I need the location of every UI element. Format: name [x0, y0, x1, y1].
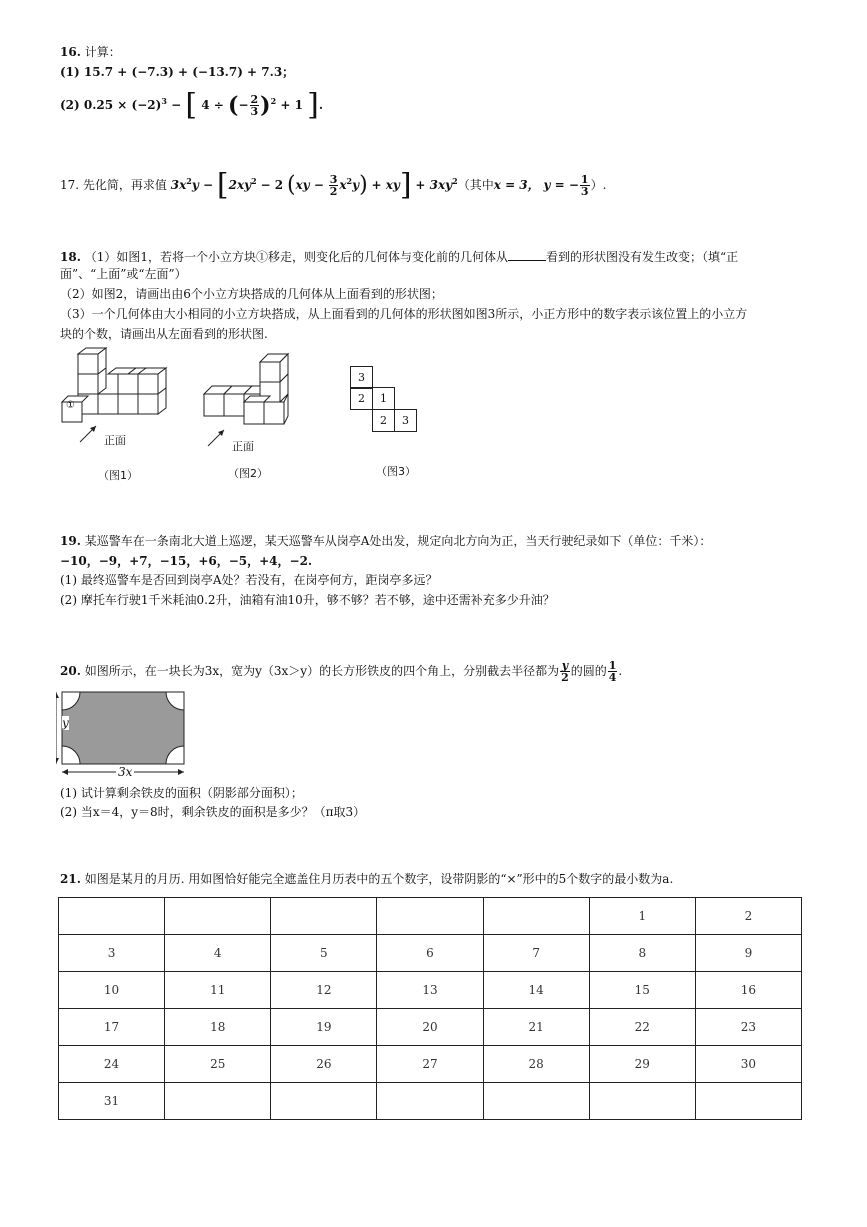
q17-expr-b-exp: 2: [251, 176, 257, 186]
q20-frac2: [608, 660, 618, 683]
q17-expr-e: + xy: [371, 178, 400, 192]
q19-lead-line: [60, 533, 711, 549]
q18-p1-c: 面”、“上面”或“左面”）: [60, 267, 187, 281]
q17-expr-a-exp: 2: [186, 176, 192, 186]
q16-fraction: [250, 94, 260, 117]
q16-part2-exp: 3: [161, 96, 167, 106]
calendar-cell: [589, 1083, 695, 1120]
calendar-cell: 18: [165, 1009, 271, 1046]
table-row: [59, 898, 802, 935]
q19-number: 19.: [60, 534, 81, 548]
calendar-cell: 5: [271, 935, 377, 972]
q17-expr-a: 3x: [170, 178, 187, 192]
paren-left: (: [286, 172, 296, 198]
calendar-cell: 26: [271, 1046, 377, 1083]
calendar-cell: [695, 1083, 801, 1120]
answer-blank[interactable]: [508, 248, 546, 261]
q16-part2-a: 0.25 × (−2): [83, 98, 162, 112]
bracket-right: ]: [399, 167, 412, 203]
fig3-cell: 2: [372, 409, 395, 432]
bracket-left: [: [185, 87, 198, 123]
calendar-cell: 28: [483, 1046, 589, 1083]
calendar-cell: 11: [165, 972, 271, 1009]
q17-number: 17.: [60, 178, 80, 192]
calendar-table: [58, 897, 802, 1120]
calendar-cell: 22: [589, 1009, 695, 1046]
calendar-cell: 15: [589, 972, 695, 1009]
calendar-cell: 9: [695, 935, 801, 972]
calendar-cell: 24: [59, 1046, 165, 1083]
q17-cond-fraction: [580, 174, 590, 197]
q16-part1: [60, 64, 294, 80]
calendar-cell: [271, 1083, 377, 1120]
q17-expr-c: xy −: [295, 178, 324, 192]
q16-part2-label: (2): [60, 98, 80, 112]
q17-expr-f-exp: 2: [452, 176, 458, 186]
calendar-cell: 1: [589, 898, 695, 935]
q20-lead: 如图所示，在一块长为3x，宽为y（3x＞y）的长方形铁皮的四个角上，分别截去半径都为: [84, 664, 560, 678]
calendar-cell: 21: [483, 1009, 589, 1046]
q20-lead-line: [60, 656, 622, 686]
q16-part2: (2) $0.25 \times (-2)^3$ − [ 4 ÷ (− $\frac{2}{3}$ )$^2$ + 1 ].: [60, 87, 324, 123]
q18-p3-a: （3）一个几何体由大小相同的小立方块搭成，从上面看到的几何体的形状图如图3所示，小正方形中的数字表示该位置上的小立方: [60, 307, 748, 321]
q17-frac-den: 2: [329, 185, 338, 198]
q16-part2-exp2: 2: [270, 96, 277, 106]
q16-frac-num: 2: [250, 93, 259, 106]
q17-cond-end: ）.: [590, 178, 607, 192]
q18-p1-a: （1）如图1，若将一个小立方块①移走，则变化后的几何体与变化前的几何体从: [84, 250, 508, 264]
calendar-cell: [377, 1083, 483, 1120]
q17-expr-a2: y −: [191, 178, 214, 192]
table-row: [59, 1046, 802, 1083]
calendar-cell: [483, 1083, 589, 1120]
q16-frac-den: 3: [250, 105, 259, 118]
calendar-cell: [377, 898, 483, 935]
q17-expr-d-exp: 2: [346, 176, 353, 186]
calendar-cell: 17: [59, 1009, 165, 1046]
paren-right: ): [359, 172, 368, 198]
q16-part2-minus: −: [171, 98, 182, 112]
q17-cond-frac-num: 1: [580, 173, 589, 186]
q17-cond-y: y = −: [543, 178, 579, 192]
calendar-cell: [271, 898, 377, 935]
q20-p2: (2) 当x＝4，y＝8时，剩余铁皮的面积是多少？（π取3）: [60, 805, 366, 819]
q16-part1-label: (1): [60, 65, 80, 79]
q17-fraction: [329, 174, 339, 197]
calendar-cell: 12: [271, 972, 377, 1009]
fig2-caption: （图2）: [228, 467, 268, 480]
q19-records: −10，−9，+7，−15，+6，−5，+4，−2.: [60, 554, 313, 568]
q20-frac2-den: 4: [608, 671, 617, 684]
q21-lead-line: [60, 871, 673, 887]
q18-number: 18.: [60, 250, 81, 264]
calendar-cell: [165, 1083, 271, 1120]
q19-lead: 某巡警车在一条南北大道上巡逻，某天巡警车从岗亭A处出发，规定向北方向为正，当天行驶纪录如下（单位：千米）：: [84, 534, 712, 548]
q21-lead: 如图是某月的月历. 用如图恰好能完全遮盖住月历表中的五个数字，设带阴影的“×”形中的5个数字的最小数为a.: [84, 872, 674, 886]
calendar-cell: 4: [165, 935, 271, 972]
calendar-cell: 2: [695, 898, 801, 935]
figure-2-cubes: [198, 346, 304, 452]
fig3-cell: 3: [350, 366, 373, 389]
calendar-cell: 13: [377, 972, 483, 1009]
q20-number: 20.: [60, 664, 81, 678]
q20-end: .: [618, 664, 623, 678]
calendar-cell: [165, 898, 271, 935]
fig3-cell: 2: [350, 387, 373, 410]
q17-frac-num: 3: [329, 173, 338, 186]
q18-p2: （2）如图2，请画出由6个小立方块搭成的几何体从上面看到的形状图；: [60, 287, 443, 301]
q18-p1-line: [60, 248, 738, 265]
q17-cond-x: x = 3，: [493, 178, 540, 192]
fig1-front-label: 正面: [104, 434, 126, 447]
calendar-cell: 29: [589, 1046, 695, 1083]
q16-part2-end: .: [318, 98, 324, 112]
calendar-cell: [483, 898, 589, 935]
q17-expr-d: x: [339, 178, 347, 192]
q21-number: 21.: [60, 872, 81, 886]
calendar-cell: 7: [483, 935, 589, 972]
calendar-cell: 20: [377, 1009, 483, 1046]
q16-title-line: [60, 44, 121, 60]
bracket-left: [: [216, 167, 229, 203]
q17-expr-b: 2xy: [228, 178, 252, 192]
q17-expr-f: + 3xy: [415, 178, 453, 192]
q16-title: 计算：: [84, 45, 121, 59]
fig-y-label: y: [62, 716, 69, 730]
q19-p2: (2) 摩托车行驶1千米耗油0.2升，油箱有油10升，够不够？若不够，途中还需补充多少升油？: [60, 593, 555, 607]
fig3-caption: （图3）: [376, 465, 416, 478]
calendar-cell: [59, 898, 165, 935]
q20-p1: (1) 试计算剩余铁皮的面积（阴影部分面积）；: [60, 786, 303, 800]
fig1-mark: ①: [66, 400, 75, 411]
q17-cond-lead: （其中: [457, 178, 494, 192]
calendar-cell: 31: [59, 1083, 165, 1120]
calendar-cell: 14: [483, 972, 589, 1009]
table-row: [59, 972, 802, 1009]
figure-3-grid: [350, 366, 416, 432]
q17-line: [60, 164, 606, 202]
q20-frac1-num: y: [561, 659, 569, 672]
bracket-right: ]: [307, 87, 319, 123]
calendar-cell: 27: [377, 1046, 483, 1083]
q17-expr-b2: − 2: [260, 178, 284, 192]
calendar-cell: 6: [377, 935, 483, 972]
q17-cond-frac-den: 3: [580, 185, 589, 198]
q17-lead: 先化简，再求值: [82, 178, 167, 192]
table-row: [59, 935, 802, 972]
paren-right: ): [260, 92, 271, 119]
q16-part2-inner-a: 4 ÷: [201, 98, 224, 112]
q16-number: 16.: [60, 45, 81, 59]
fig1-caption: （图1）: [98, 469, 138, 482]
q16-part2-plus: + 1: [280, 98, 303, 112]
calendar-cell: 8: [589, 935, 695, 972]
calendar-cell: 30: [695, 1046, 801, 1083]
figure-1-cubes: [56, 346, 176, 446]
q20-frac1-den: 2: [561, 671, 569, 684]
paren-left: (: [228, 92, 239, 119]
q18-p1-b: 看到的形状图没有发生改变；（填“正: [546, 250, 739, 264]
q20-frac1: [560, 660, 570, 683]
q17-expr-d2: y: [352, 178, 360, 192]
q20-frac2-num: 1: [608, 659, 617, 672]
fig3-cell: 1: [372, 387, 395, 410]
table-row: [59, 1009, 802, 1046]
table-row: [59, 1083, 802, 1120]
calendar-cell: 3: [59, 935, 165, 972]
calendar-cell: 10: [59, 972, 165, 1009]
q19-p1: (1) 最终巡警车是否回到岗亭A处？若没有，在岗亭何方，距岗亭多远？: [60, 573, 438, 587]
calendar-cell: 16: [695, 972, 801, 1009]
calendar-cell: 19: [271, 1009, 377, 1046]
calendar-cell: 25: [165, 1046, 271, 1083]
fig2-front-label: 正面: [232, 440, 254, 453]
q16-part1-expr: 15.7 + (−7.3) + (−13.7) + 7.3；: [83, 65, 295, 79]
q20-mid: 的圆的: [570, 664, 607, 678]
fig-3x-label: 3x: [118, 765, 133, 779]
calendar-cell: 23: [695, 1009, 801, 1046]
fig3-cell: 3: [394, 409, 417, 432]
q18-p3-b: 块的个数，请画出从左面看到的形状图.: [60, 327, 268, 341]
